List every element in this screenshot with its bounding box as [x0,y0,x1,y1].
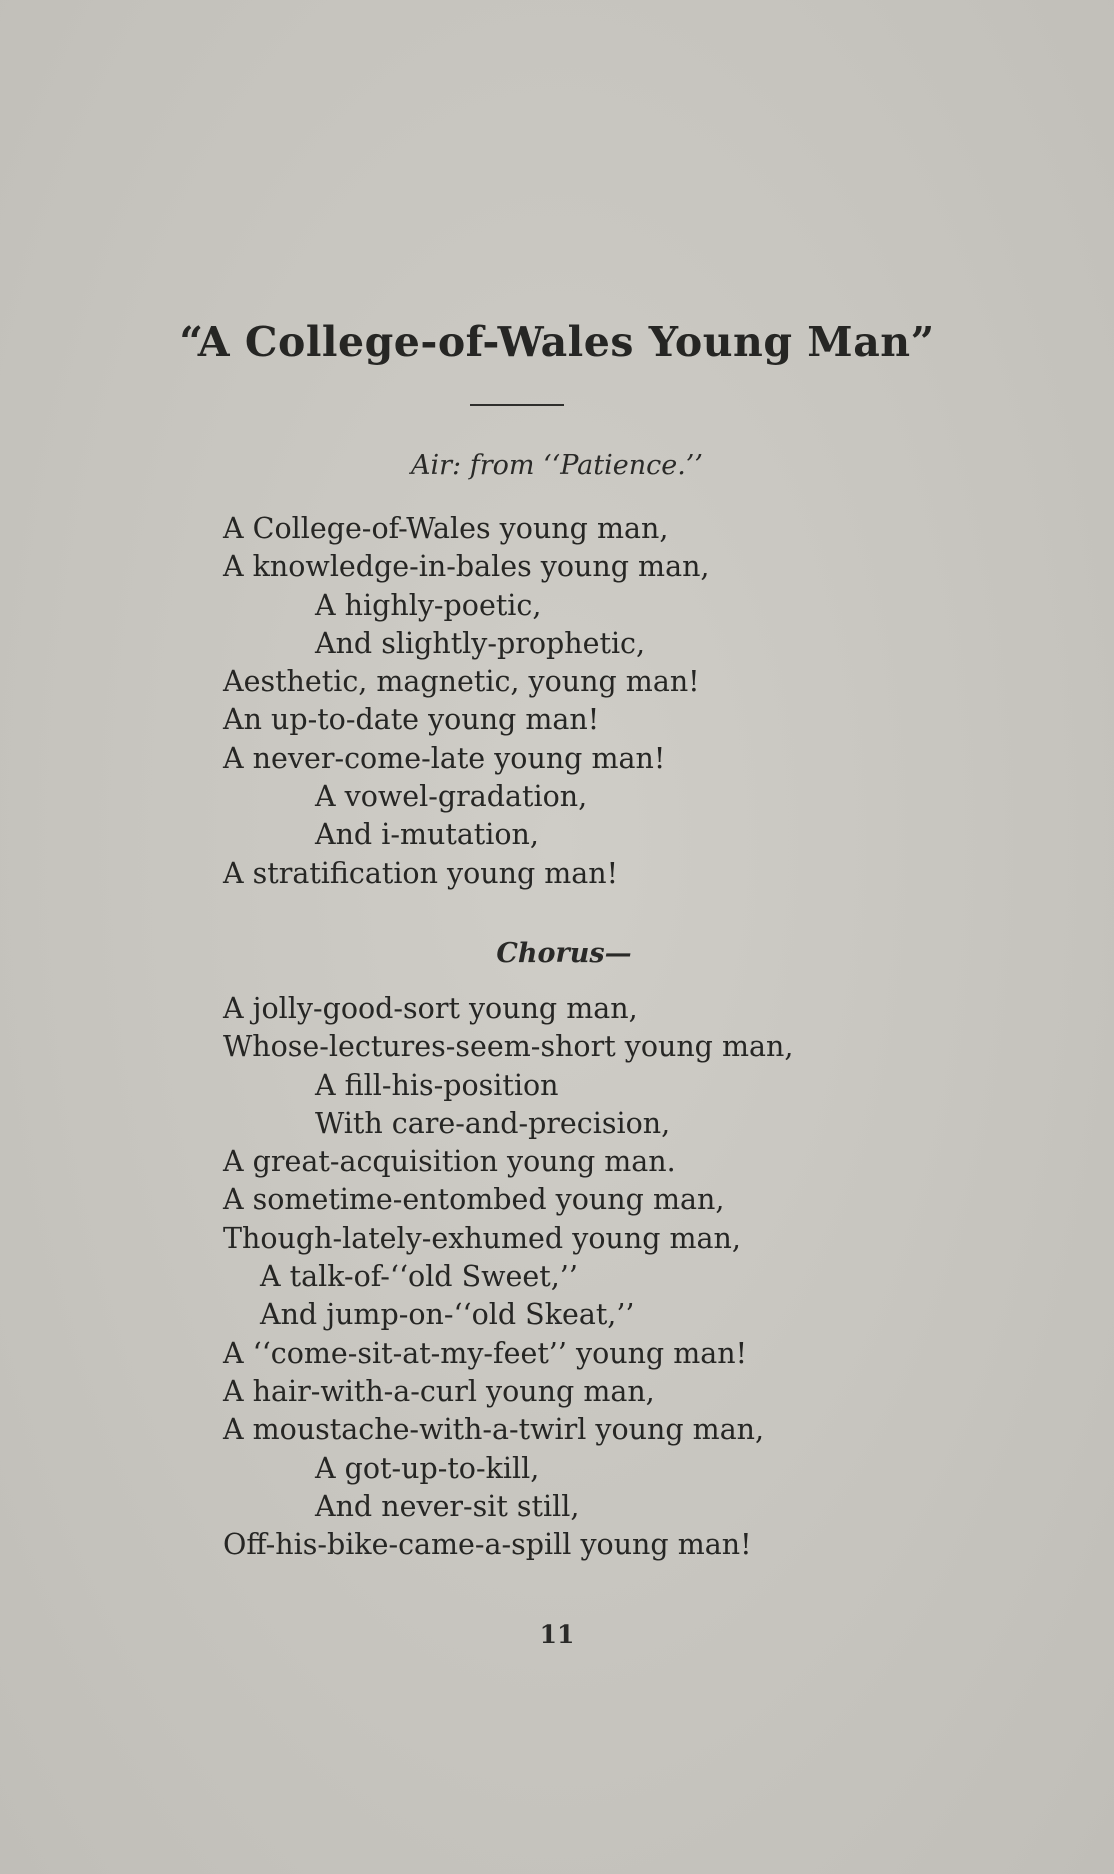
verse-line: A highly-poetic, [315,588,542,622]
air-attribution: Air: from ‘‘Patience.’’ [411,450,703,481]
verse-line: A College-of-Wales young man, [223,512,669,545]
chorus-line: Whose-lectures-seem-short young man, [223,1030,794,1064]
verse-line: A vowel-gradation, [315,780,588,814]
chorus-line: Off-his-bike-came-a-spill young man! [223,1528,752,1562]
verse-line: And slightly-prophetic, [315,626,646,660]
verse-stanza [223,510,710,893]
chorus-line: Though-lately-exhumed young man, [223,1221,741,1255]
chorus-line: And jump-on-‘‘old Skeat,’’ [260,1298,635,1332]
chorus-line: A sometime-entombed young man, [223,1183,725,1217]
chorus-line: A fill-his-position [315,1068,559,1102]
page-number: 11 [539,1620,575,1649]
poem-title: “A College-of-Wales Young Man” [179,318,935,366]
chorus-line: A got-up-to-kill, [315,1451,540,1485]
chorus-line: A ‘‘come-sit-at-my-feet’’ young man! [223,1336,748,1370]
chorus-line: With care-and-precision, [315,1106,671,1140]
chorus-line: A hair-with-a-curl young man, [223,1374,655,1408]
verse-line: A never-come-late young man! [223,741,666,775]
verse-line: And i-mutation, [315,818,539,852]
verse-line: Aesthetic, magnetic, young man! [223,665,700,699]
verse-line: A stratification young man! [223,856,619,890]
chorus-line: A moustache-with-a-twirl young man, [223,1413,765,1447]
chorus-stanza [223,990,793,1564]
chorus-line: A jolly-good-sort young man, [223,992,638,1025]
chorus-heading: Chorus— [496,938,632,969]
chorus-line: A great-acquisition young man. [223,1145,676,1179]
verse-line: A knowledge-in-bales young man, [223,550,710,584]
chorus-line: A talk-of-‘‘old Sweet,’’ [260,1260,578,1294]
chorus-line: And never-sit still, [315,1489,580,1523]
title-divider [470,404,564,406]
verse-line: An up-to-date young man! [223,703,600,737]
